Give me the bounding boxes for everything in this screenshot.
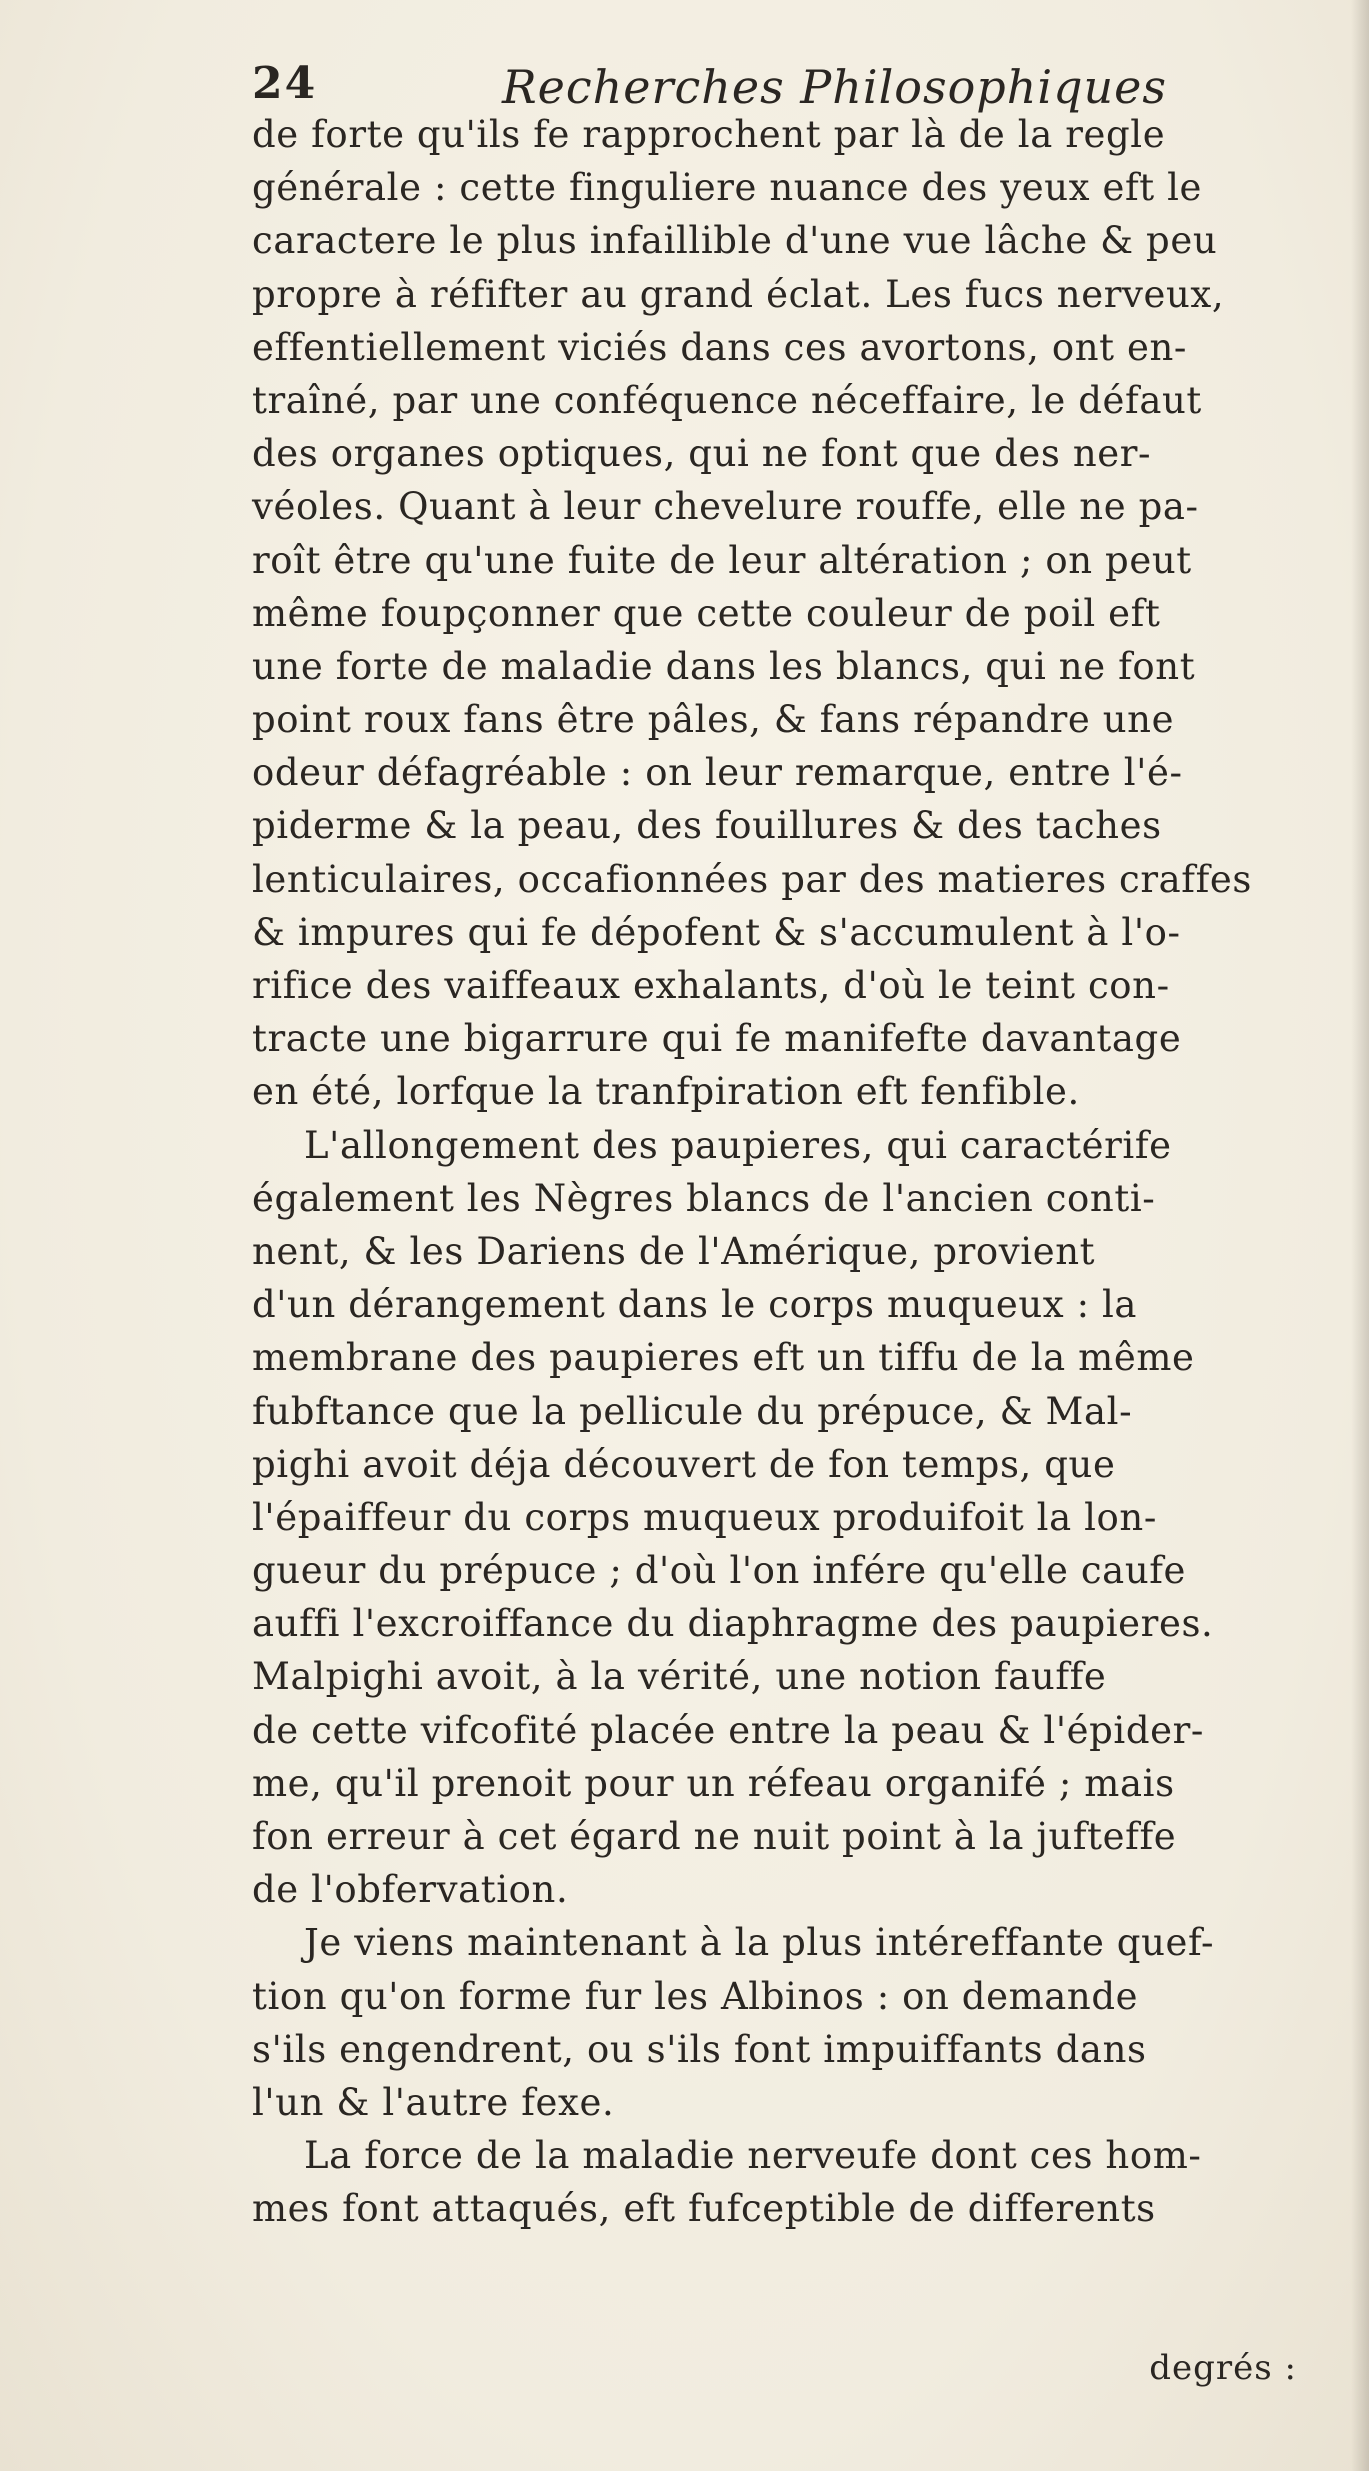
text-line: lenticulaires, occafionnées par des matieres craffes: [252, 857, 1252, 901]
paragraph: [252, 1119, 1322, 1917]
text-line: rifice des vaiffeaux exhalants, d'où le teint con-: [252, 964, 1170, 1007]
paragraph: [252, 108, 1322, 1119]
text-line: s'ils engendrent, ou s'ils font impuiffants dans: [252, 2027, 1147, 2071]
running-head: Recherches Philosophiques: [502, 60, 1167, 114]
text-line: en été, lorfque la tranfpiration eft fenfible.: [252, 1070, 1080, 1114]
text-line: une forte de maladie dans les blancs, qui ne font: [252, 644, 1196, 688]
text-line: l'un & l'autre fexe.: [252, 2080, 615, 2124]
text-line: gueur du prépuce ; d'où l'on infére qu'elle caufe: [252, 1549, 1187, 1593]
text-line: effentiellement viciés dans ces avortons, ont en-: [252, 325, 1188, 369]
text-line: membrane des paupieres eft un tiffu de la même: [252, 1336, 1195, 1380]
body-text: [252, 108, 1322, 2236]
catchword: degrés :: [1149, 2348, 1297, 2388]
text-line: me, qu'il prenoit pour un réfeau organifé ; mais: [252, 1761, 1175, 1805]
paragraph: [252, 2129, 1322, 2235]
text-line: La force de la maladie nerveufe dont ces hom-: [304, 2134, 1202, 2178]
text-line: odeur défagréable : on leur remarque, entre l'é-: [252, 751, 1183, 795]
text-line: pighi avoit déja découvert de fon temps, que: [252, 1442, 1116, 1486]
text-line: piderme & la peau, des fouillures & des taches: [252, 804, 1162, 848]
text-line: propre à réfifter au grand éclat. Les fucs nerveux,: [252, 272, 1225, 316]
paragraph: [252, 1916, 1322, 2129]
text-line: nent, & les Dariens de l'Amérique, provient: [252, 1229, 1096, 1273]
text-line: de forte qu'ils fe rapprochent par là de la regle: [252, 113, 1166, 156]
text-line: également les Nègres blancs de l'ancien conti-: [252, 1176, 1156, 1220]
text-line: l'épaiffeur du corps muqueux produifoit la lon-: [252, 1495, 1157, 1539]
text-line: d'un dérangement dans le corps muqueux : la: [252, 1283, 1138, 1327]
text-line: & impures qui fe dépofent & s'accumulent à l'o-: [252, 910, 1181, 954]
text-line: roît être qu'une fuite de leur altération ; on peut: [252, 538, 1192, 582]
text-line: de cette vifcofité placée entre la peau & l'épider-: [252, 1708, 1205, 1752]
page-edge-shadow: [1351, 0, 1369, 2471]
text-line: même foupçonner que cette couleur de poil eft: [252, 591, 1161, 635]
text-line: véoles. Quant à leur chevelure rouffe, elle ne pa-: [252, 485, 1199, 529]
text-line: tracte une bigarrure qui fe manifefte davantage: [252, 1017, 1182, 1061]
page-number: 24: [252, 58, 318, 109]
text-line: fon erreur à cet égard ne nuit point à la jufteffe: [252, 1815, 1177, 1858]
text-line: fubftance que la pellicule du prépuce, & Mal-: [252, 1389, 1133, 1433]
text-line: mes font attaqués, eft fufceptible de differents: [252, 2187, 1156, 2231]
text-line: auffi l'excroiffance du diaphragme des paupieres.: [252, 1602, 1214, 1646]
text-line: point roux fans être pâles, & fans répandre une: [252, 698, 1175, 742]
text-line: L'allongement des paupieres, qui caractérife: [304, 1123, 1172, 1167]
text-line: des organes optiques, qui ne font que des ner-: [252, 432, 1152, 476]
text-line: Je viens maintenant à la plus intéreffante quef-: [304, 1921, 1215, 1965]
text-line: Malpighi avoit, à la vérité, une notion fauffe: [252, 1655, 1107, 1699]
text-line: de l'obfervation.: [252, 1868, 569, 1912]
text-line: tion qu'on forme fur les Albinos : on demande: [252, 1974, 1139, 2018]
text-line: traîné, par une conféquence néceffaire, le défaut: [252, 378, 1202, 422]
text-line: générale : cette finguliere nuance des yeux eft le: [252, 166, 1203, 210]
text-line: caractere le plus infaillible d'une vue lâche & peu: [252, 219, 1218, 263]
